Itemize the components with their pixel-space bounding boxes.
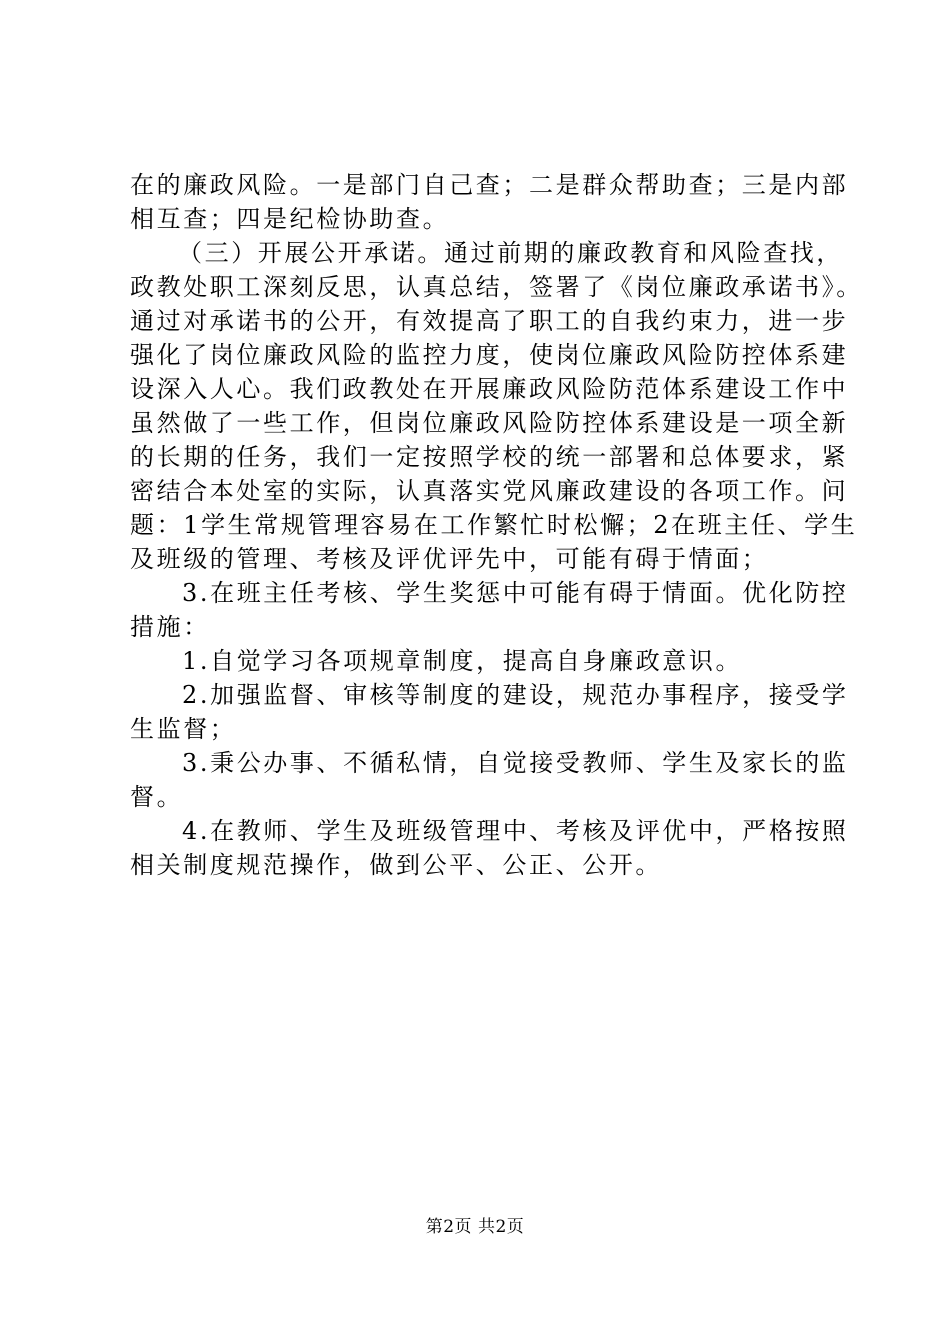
text-line: 密结合本处室的实际，认真落实党风廉政建设的各项工作。问 [130, 477, 849, 505]
text-line: 措施： [130, 613, 210, 641]
page-number-footer: 第2页 共2页 [425, 1217, 525, 1237]
text-line: 相关制度规范操作，做到公平、公正、公开。 [130, 851, 662, 879]
text-line: 通过对承诺书的公开，有效提高了职工的自我约束力，进一步 [130, 307, 849, 335]
text-line: 设深入人心。我们政教处在开展廉政风险防范体系建设工作中 [130, 375, 849, 403]
list-item-line: 3.在班主任考核、学生奖惩中可能有碍于情面。优化防控 [182, 579, 849, 607]
body-text [130, 168, 863, 882]
list-item-line: 3.秉公办事、不循私情，自觉接受教师、学生及家长的监 [182, 749, 849, 777]
text-line: 强化了岗位廉政风险的监控力度，使岗位廉政风险防控体系建 [130, 341, 849, 369]
text-line: 督。 [130, 783, 184, 811]
list-item-line: 4.在教师、学生及班级管理中、考核及评优中，严格按照 [182, 817, 849, 845]
text-line: 的长期的任务，我们一定按照学校的统一部署和总体要求，紧 [130, 443, 849, 471]
text-line: 政教处职工深刻反思，认真总结，签署了《岗位廉政承诺书》。 [130, 273, 863, 301]
text-line: 生监督； [130, 715, 237, 743]
text-line: 在的廉政风险。一是部门自己查；二是群众帮助查；三是内部 [130, 171, 849, 199]
text-line: 虽然做了一些工作，但岗位廉政风险防控体系建设是一项全新 [130, 409, 849, 437]
text-line: 及班级的管理、考核及评优评先中，可能有碍于情面； [130, 545, 769, 573]
section-heading-line: （三）开展公开承诺。通过前期的廉政教育和风险查找， [178, 239, 843, 267]
text-line: 题：1学生常规管理容易在工作繁忙时松懈；2在班主任、学生 [130, 511, 858, 539]
text-line: 相互查；四是纪检协助查。 [130, 205, 450, 233]
list-item-line: 2.加强监督、审核等制度的建设，规范办事程序，接受学 [182, 681, 849, 709]
list-item-line: 1.自觉学习各项规章制度，提高自身廉政意识。 [182, 647, 743, 675]
